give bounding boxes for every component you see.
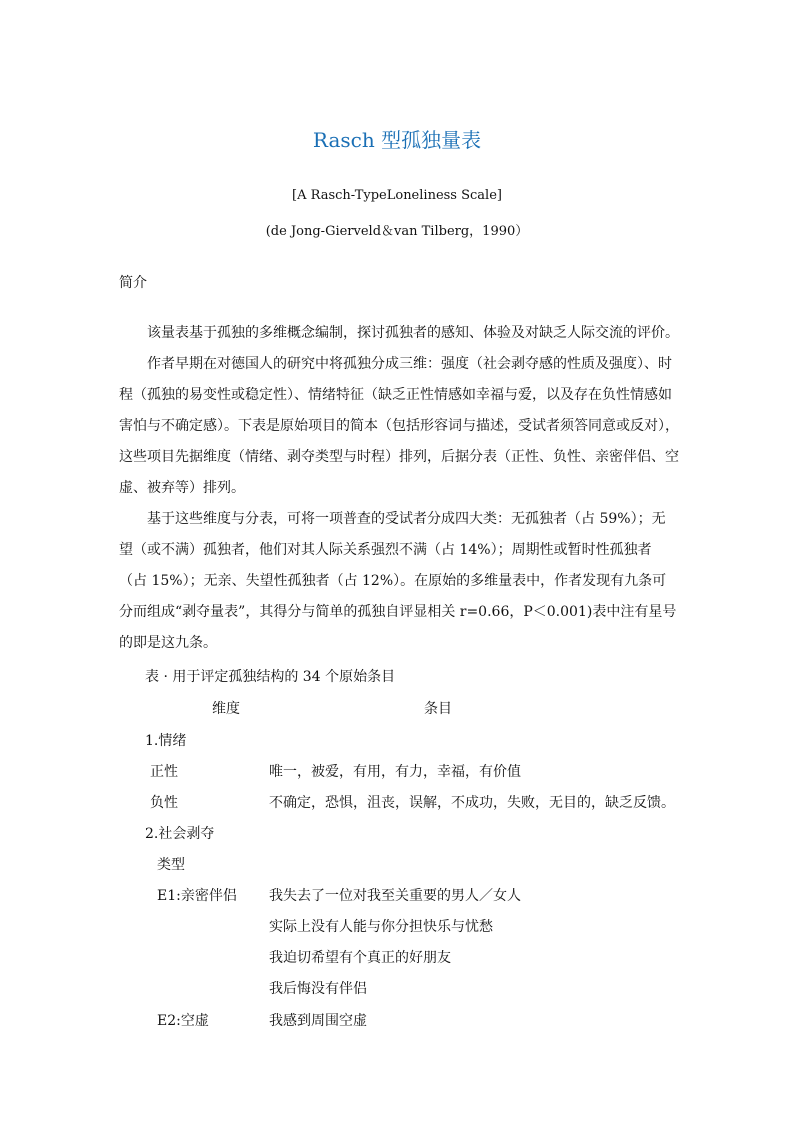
positive-items: 唯一，被爱，有用，有力，幸福，有价值 bbox=[269, 764, 521, 780]
e1-label: E1:亲密伴侣 bbox=[157, 888, 237, 904]
paragraph-3: 基于这些维度与分表，可将一项普查的受试者分成四大类：无孤独者（占 59%）；无望（或不满）孤独者，他们对其人际关系强烈不满（占 14%）；周期性或暂时性孤独者（占 15%）；无亲、失望性孤独者（占 12%）。在原始的多维量表中，作者发现有九条可分而组成“剥夺量表”，其得分与简单的孤独自评显相关 r=0.66，P＜0.001)表中注有星号的即是这九条。 bbox=[119, 511, 677, 651]
intro-heading: 简介 bbox=[119, 275, 147, 291]
e2-item: 我感到周围空虚 bbox=[269, 1013, 367, 1029]
paragraph-2: 作者早期在对德国人的研究中将孤独分成三维：强度（社会剥夺感的性质及强度）、时程（孤独的易变性或稳定性）、情绪特征（缺乏正性情感如幸福与爱，以及存在负性情感如害怕与不确定感）。下表是原始项目的简本（包括形容词与描述，受试者须答同意或反对），这些项目先据维度（情绪、剥夺类型与时程）排列，后据分表（正性、负性、亲密伴侣、空虚、被弃等）排列。 bbox=[119, 356, 679, 496]
citation: (de Jong-Gierveld＆van Tilberg，1990） bbox=[265, 224, 529, 239]
page-title: Rasch 型孤独量表 bbox=[312, 128, 482, 152]
e1-item: 我失去了一位对我至关重要的男人／女人 bbox=[269, 888, 521, 904]
table-caption: 表 · 用于评定孤独结构的 34 个原始条目 bbox=[145, 669, 396, 685]
positive-label: 正性 bbox=[150, 764, 178, 780]
negative-label: 负性 bbox=[150, 795, 178, 811]
e1-item: 我迫切希望有个真正的好朋友 bbox=[269, 950, 451, 966]
section-emotion: 1.情绪 bbox=[145, 733, 187, 749]
english-subtitle: [A Rasch-TypeLoneliness Scale] bbox=[292, 188, 502, 203]
section-social-deprivation: 2.社会剥夺 bbox=[145, 826, 215, 842]
type-label: 类型 bbox=[157, 857, 185, 873]
e2-label: E2:空虚 bbox=[157, 1013, 209, 1029]
negative-items: 不确定，恐惧，沮丧，误解，不成功，失败，无目的，缺乏反馈。 bbox=[269, 795, 675, 811]
paragraph-1: 该量表基于孤独的多维概念编制，探讨孤独者的感知、体验及对缺乏人际交流的评价。 bbox=[119, 325, 679, 341]
e1-item: 我后悔没有伴侣 bbox=[269, 981, 367, 997]
e1-item: 实际上没有人能与你分担快乐与忧愁 bbox=[269, 919, 493, 935]
table-header-dimension: 维度 bbox=[212, 701, 240, 717]
table-header-item: 条目 bbox=[424, 701, 452, 717]
